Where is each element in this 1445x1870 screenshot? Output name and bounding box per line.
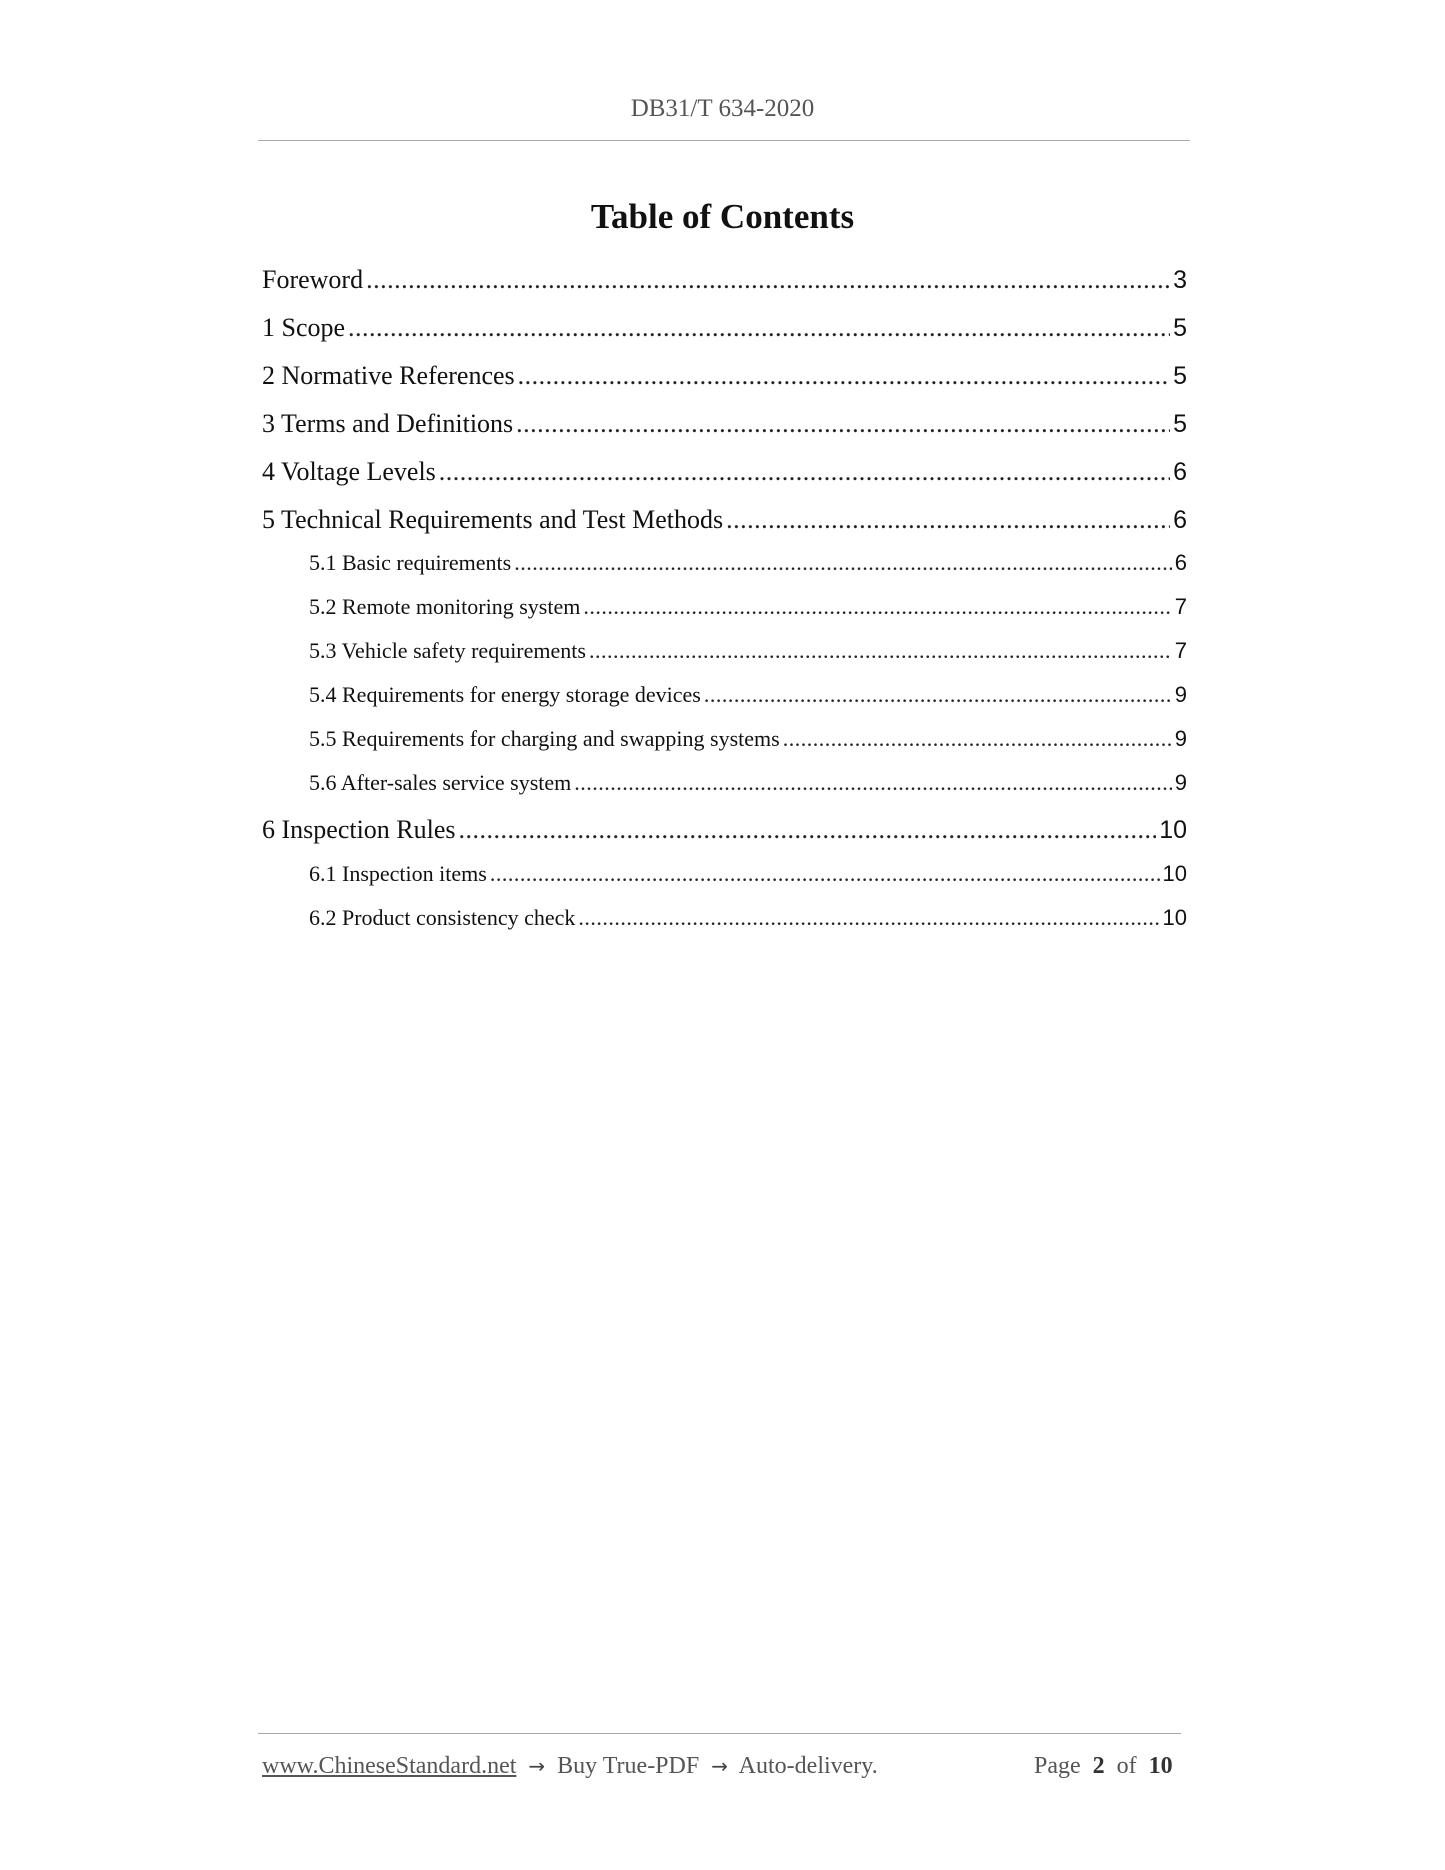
arrow-right-icon: →	[528, 1754, 546, 1778]
toc-entry-page: 10	[1162, 861, 1187, 886]
toc-dot-leader	[704, 682, 1172, 708]
toc-entry-label: 5.6 After-sales service system	[309, 770, 572, 795]
toc-entry-label: 5.5 Requirements for charging and swapping systems	[309, 726, 780, 751]
toc-entry-page: 5	[1173, 314, 1187, 342]
toc-dot-leader	[348, 313, 1170, 343]
toc-entry-page: 6	[1173, 506, 1187, 534]
toc-entry-remote-monitoring[interactable]	[309, 594, 1187, 628]
toc-entry-charging-swapping[interactable]	[309, 726, 1187, 760]
toc-entry-label: 6 Inspection Rules	[262, 815, 456, 844]
toc-entry-page: 7	[1174, 638, 1187, 663]
toc-dot-leader	[578, 905, 1159, 931]
toc-dot-leader	[518, 361, 1170, 391]
toc-entry-page: 3	[1173, 266, 1187, 294]
toc-entry-after-sales[interactable]	[309, 770, 1187, 804]
toc-entry-page: 10	[1159, 816, 1187, 844]
toc-dot-leader	[490, 861, 1160, 887]
toc-dot-leader	[583, 594, 1171, 620]
toc-dot-leader	[726, 505, 1170, 535]
page-word: Page	[1034, 1753, 1081, 1779]
toc-entry-inspection-items[interactable]	[309, 861, 1187, 895]
toc-dot-leader	[459, 815, 1157, 845]
toc-dot-leader	[366, 265, 1170, 295]
toc-dot-leader	[514, 550, 1172, 576]
of-word: of	[1116, 1753, 1137, 1779]
toc-entry-page: 10	[1162, 905, 1187, 930]
toc-entry-normative-references[interactable]	[262, 361, 1187, 399]
toc-entry-page: 5	[1173, 362, 1187, 390]
toc-entry-label: 4 Voltage Levels	[262, 457, 436, 486]
toc-entry-page: 6	[1174, 550, 1187, 575]
toc-entry-basic-requirements[interactable]	[309, 550, 1187, 584]
toc-entry-page: 9	[1174, 770, 1187, 795]
buy-true-pdf-text: Buy True-PDF	[557, 1753, 700, 1779]
toc-entry-inspection-rules[interactable]	[262, 815, 1187, 853]
toc-entry-label: 2 Normative References	[262, 361, 515, 390]
toc-entry-scope[interactable]	[262, 313, 1187, 351]
toc-dot-leader	[439, 457, 1170, 487]
toc-entry-energy-storage[interactable]	[309, 682, 1187, 716]
toc-dot-leader	[516, 409, 1170, 439]
toc-entry-label: 5.2 Remote monitoring system	[309, 594, 581, 619]
document-code-header: DB31/T 634-2020	[630, 95, 815, 122]
toc-entry-label: 6.1 Inspection items	[309, 861, 487, 886]
current-page-number: 2	[1092, 1753, 1105, 1779]
auto-delivery-text: Auto-delivery.	[738, 1753, 878, 1779]
total-pages-number: 10	[1148, 1753, 1173, 1779]
toc-entry-technical-requirements[interactable]	[262, 505, 1187, 543]
toc-entry-page: 9	[1174, 726, 1187, 751]
toc-entry-label: 6.2 Product consistency check	[309, 905, 576, 930]
toc-entry-label: 1 Scope	[262, 313, 346, 342]
toc-entry-label: 5 Technical Requirements and Test Methods	[262, 505, 724, 534]
footer-divider	[258, 1733, 1181, 1734]
toc-entry-foreword[interactable]	[262, 265, 1187, 303]
page-indicator	[1034, 1751, 1173, 1781]
toc-entry-page: 5	[1173, 410, 1187, 438]
arrow-right-icon: →	[711, 1754, 728, 1778]
toc-entry-label: Foreword	[262, 265, 364, 294]
toc-dot-leader	[783, 726, 1172, 752]
toc-dot-leader	[589, 638, 1172, 664]
toc-entry-page: 7	[1174, 594, 1187, 619]
toc-title: Table of Contents	[590, 197, 855, 236]
toc-entry-page: 6	[1173, 458, 1187, 486]
footer-promo	[262, 1751, 878, 1781]
toc-entry-label: 5.4 Requirements for energy storage devices	[309, 682, 701, 707]
toc-entry-label: 5.3 Vehicle safety requirements	[309, 638, 586, 663]
toc-entry-product-consistency[interactable]	[309, 905, 1187, 939]
header-divider	[258, 140, 1190, 141]
toc-entry-label: 3 Terms and Definitions	[262, 409, 514, 438]
toc-entry-terms-definitions[interactable]	[262, 409, 1187, 447]
website-link[interactable]: www.ChineseStandard.net	[262, 1753, 517, 1779]
toc-entry-page: 9	[1174, 682, 1187, 707]
toc-dot-leader	[574, 770, 1171, 796]
toc-entry-voltage-levels[interactable]	[262, 457, 1187, 495]
toc-entry-label: 5.1 Basic requirements	[309, 550, 512, 575]
toc-entry-vehicle-safety[interactable]	[309, 638, 1187, 672]
